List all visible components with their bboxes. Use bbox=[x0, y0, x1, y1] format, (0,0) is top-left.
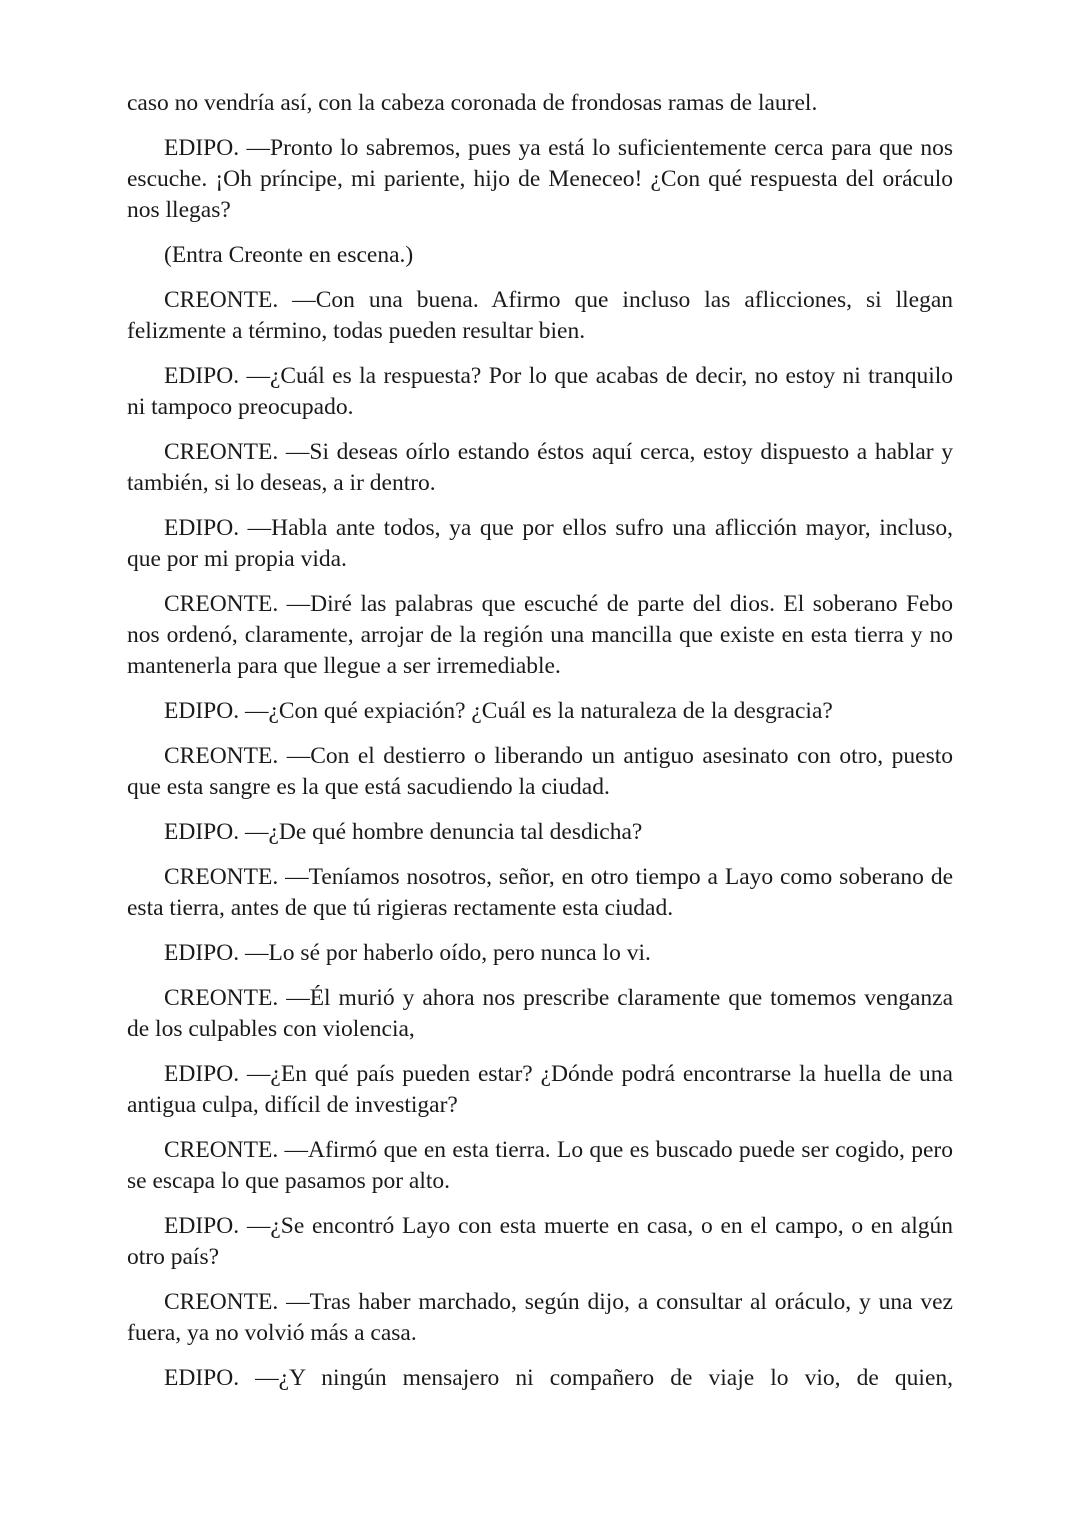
document-page bbox=[127, 88, 953, 1408]
dialogue-line-edipo: EDIPO. —Pronto lo sabremos, pues ya está lo suficientemente cerca para que nos escuche. ¡Oh príncipe, mi pariente, hijo de Meneceo! ¿Con qué respuesta del oráculo nos llegas? bbox=[127, 135, 953, 223]
dialogue-line-edipo: EDIPO. —¿De qué hombre denuncia tal desdicha? bbox=[164, 819, 643, 845]
dialogue-line-creonte: CREONTE. —Él murió y ahora nos prescribe claramente que tomemos venganza de los culpables con violencia, bbox=[127, 985, 953, 1042]
dialogue-line-edipo: EDIPO. —¿En qué país pueden estar? ¿Dónde podrá encontrarse la huella de una antigua culpa, difícil de investigar? bbox=[127, 1061, 953, 1118]
paragraph-continuation: caso no vendría así, con la cabeza coronada de frondosas ramas de laurel. bbox=[127, 90, 818, 116]
dialogue-line-edipo: EDIPO. —¿Con qué expiación? ¿Cuál es la naturaleza de la desgracia? bbox=[164, 698, 833, 724]
dialogue-line-creonte: CREONTE. —Tras haber marchado, según dijo, a consultar al oráculo, y una vez fuera, ya no volvió más a casa. bbox=[127, 1289, 953, 1346]
dialogue-line-creonte: CREONTE. —Diré las palabras que escuché de parte del dios. El soberano Febo nos ordenó, claramente, arrojar de la región una mancilla que existe en esta tierra y no mantenerla para que llegue a ser irremediable. bbox=[127, 591, 953, 679]
dialogue-line-edipo: EDIPO. —¿Cuál es la respuesta? Por lo que acabas de decir, no estoy ni tranquilo ni tampoco preocupado. bbox=[127, 363, 953, 420]
dialogue-line-creonte: CREONTE. —Si deseas oírlo estando éstos aquí cerca, estoy dispuesto a hablar y también, si lo deseas, a ir dentro. bbox=[127, 439, 953, 496]
dialogue-line-edipo: EDIPO. —¿Y ningún mensajero ni compañero de viaje lo vio, de quien, bbox=[164, 1365, 953, 1391]
dialogue-line-edipo: EDIPO. —Lo sé por haberlo oído, pero nunca lo vi. bbox=[164, 940, 651, 966]
dialogue-line-edipo: EDIPO. —Habla ante todos, ya que por ellos sufro una aflicción mayor, incluso, que por mi propia vida. bbox=[127, 515, 953, 572]
dialogue-line-creonte: CREONTE. —Con el destierro o liberando un antiguo asesinato con otro, puesto que esta sangre es la que está sacudiendo la ciudad. bbox=[127, 743, 953, 800]
stage-direction: (Entra Creonte en escena.) bbox=[164, 242, 414, 268]
dialogue-line-creonte: CREONTE. —Teníamos nosotros, señor, en otro tiempo a Layo como soberano de esta tierra, antes de que tú rigieras rectamente esta ciudad. bbox=[127, 864, 953, 921]
dialogue-line-creonte: CREONTE. —Con una buena. Afirmo que incluso las aflicciones, si llegan felizmente a término, todas pueden resultar bien. bbox=[127, 287, 953, 344]
dialogue-line-creonte: CREONTE. —Afirmó que en esta tierra. Lo que es buscado puede ser cogido, pero se escapa lo que pasamos por alto. bbox=[127, 1137, 953, 1194]
dialogue-line-edipo: EDIPO. —¿Se encontró Layo con esta muerte en casa, o en el campo, o en algún otro país? bbox=[127, 1213, 953, 1270]
